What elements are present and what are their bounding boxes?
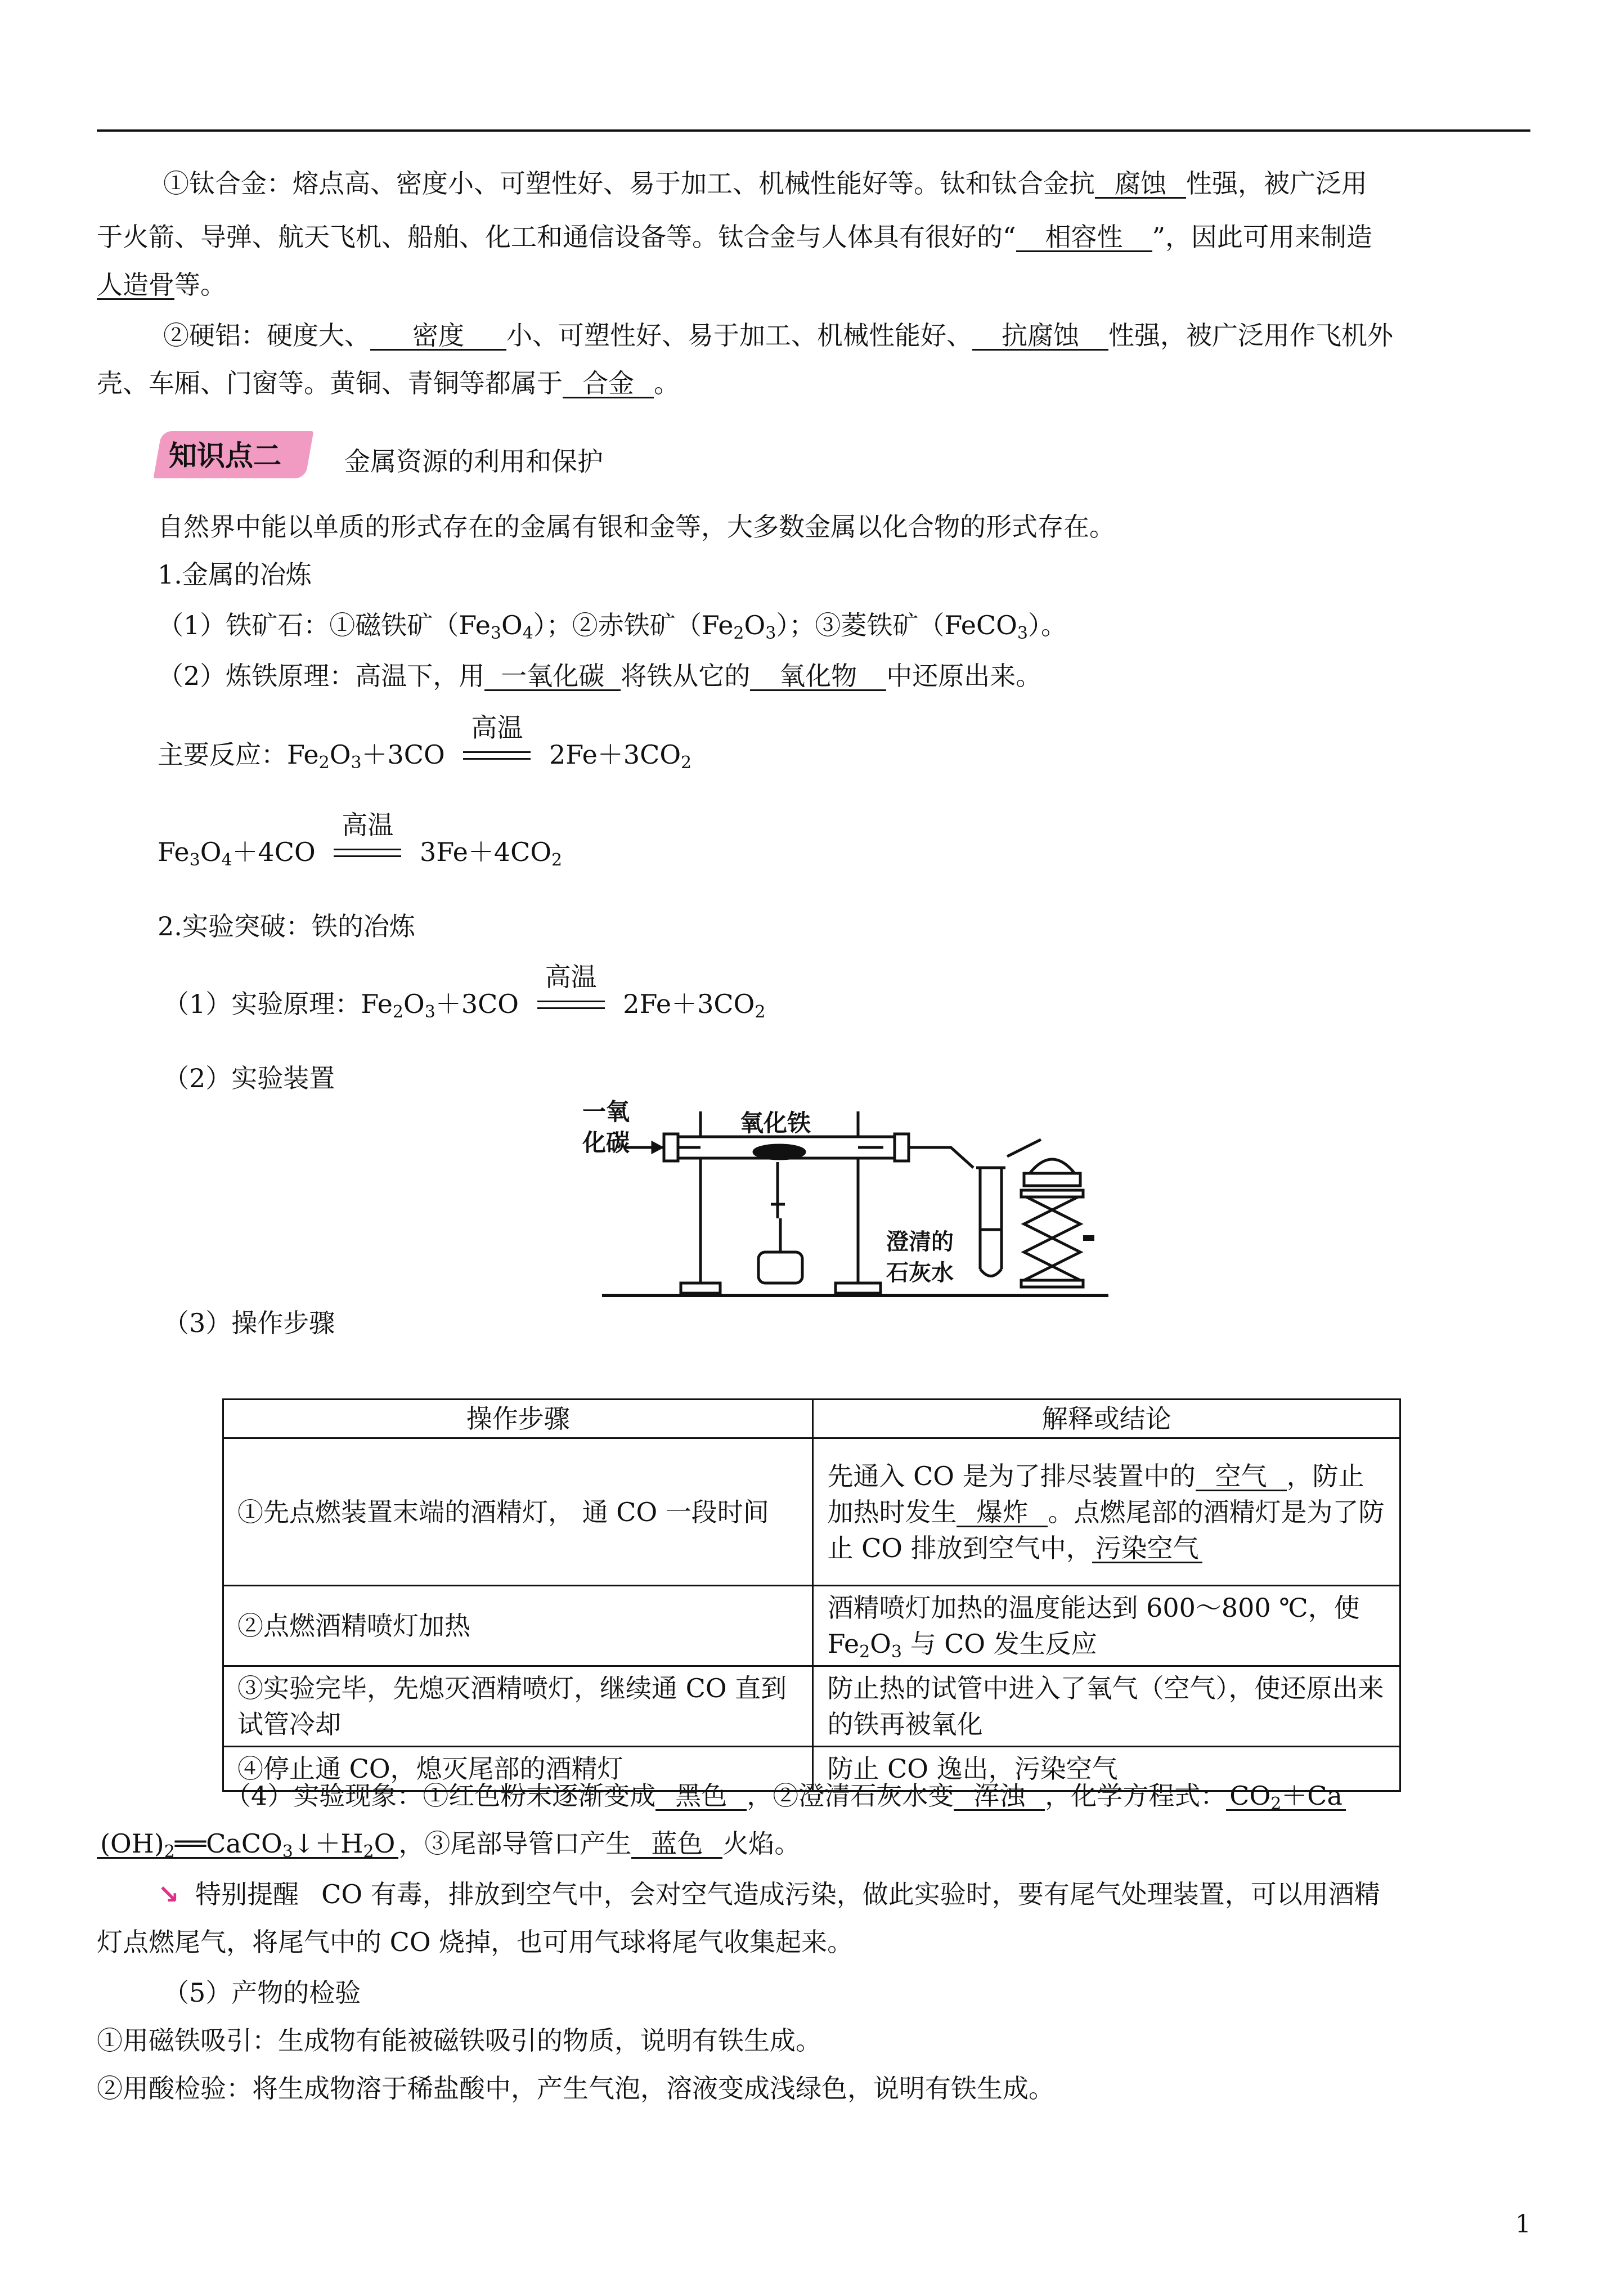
product-check-magnet: ①用磁铁吸引：生成物有能被磁铁吸引的物质，说明有铁生成。 xyxy=(97,2025,821,2056)
answer-blank: 合金 xyxy=(563,370,654,398)
product-check-label: （5）产物的检验 xyxy=(163,1977,361,2008)
iron-ores: （1）铁矿石：①磁铁矿$(Fe_3O_4)$；②赤铁矿$(Fe_2O_3)$；③菱铁矿（FeCO$_3$）。 xyxy=(158,610,1067,643)
operation-steps-table xyxy=(222,1398,1401,1792)
label-limewater-line1: 澄清的 xyxy=(886,1229,954,1255)
answer-blank: 浑浊 xyxy=(954,1782,1045,1811)
main-reaction-2: $Fe_3O_4+4CO$ 高温 $3Fe+4CO_2$ xyxy=(158,810,563,870)
table-header: 解释或结论 xyxy=(813,1400,1400,1438)
section-title: 金属资源的利用和保护 xyxy=(344,446,603,477)
titanium-line-2: 于火箭、导弹、航天飞机、船舶、化工和通信设备等。钛合金与人体具有很好的“ 相容性 ”，因此可用来制造 xyxy=(97,222,1373,252)
section-badge: 知识点二 xyxy=(169,440,281,472)
table-cell: 防止热的试管中进入了氧气（空气），使还原出来的铁再被氧化 xyxy=(813,1666,1400,1747)
special-reminder-line-2: 灯点燃尾气，将尾气中的 CO 烧掉，也可用气球将尾气收集起来。 xyxy=(97,1927,854,1957)
apparatus-label: （2）实验装置 xyxy=(163,1063,335,1093)
heading-experiment: 2.实验突破：铁的冶炼 xyxy=(158,911,415,941)
reaction-arrow: 高温 xyxy=(537,995,605,1017)
duralumin-line-2: 壳、车厢、门窗等。黄铜、青铜等都属于 合金 。 xyxy=(97,368,680,398)
table-cell: ④停止通 CO，熄灭尾部的酒精灯 xyxy=(223,1747,813,1791)
intro-text: 自然界中能以单质的形式存在的金属有银和金等，大多数金属以化合物的形式存在。 xyxy=(158,512,1115,542)
table-row xyxy=(223,1438,1400,1586)
table-cell: ①先点燃装置末端的酒精灯， 通 CO 一段时间 xyxy=(223,1438,813,1586)
answer-blank: $CO_2+Ca$ xyxy=(1226,1782,1346,1811)
experiment-principle: （1）实验原理：$Fe_2O_3+3CO$ 高温 $2Fe+3CO_2$ xyxy=(163,962,766,1022)
table-row xyxy=(223,1666,1400,1747)
answer-blank: 氧化物 xyxy=(750,662,886,691)
product-check-acid: ②用酸检验：将生成物溶于稀盐酸中，产生气泡，溶液变成浅绿色，说明有铁生成。 xyxy=(97,2073,1054,2104)
answer-blank: $(OH)_2══CaCO_3↓+H_2O$ xyxy=(97,1830,398,1859)
iron-smelting-principle: （2）炼铁原理：高温下，用 一氧化碳 将铁从它的 氧化物 中还原出来。 xyxy=(158,661,1042,691)
titanium-line-1: ①钛合金：熔点高、密度小、可塑性好、易于加工、机械性能好等。钛和钛合金抗 腐蚀 性强，被广泛用 xyxy=(163,168,1367,199)
answer-blank: 抗腐蚀 xyxy=(972,322,1108,351)
table-header: 操作步骤 xyxy=(223,1400,813,1438)
label-limewater-line2: 石灰水 xyxy=(886,1260,954,1286)
answer-blank: 爆炸 xyxy=(957,1499,1048,1527)
answer-blank: 空气 xyxy=(1196,1463,1287,1491)
answer-blank: 密度 xyxy=(370,322,506,351)
duralumin-line-1: ②硬铝：硬度大、 密度 小、可塑性好、易于加工、机械性能好、 抗腐蚀 性强，被广泛用作飞机外 xyxy=(163,320,1393,351)
special-reminder-line-1: ↘ 特别提醒 CO 有毒，排放到空气中，会对空气造成污染，做此实验时，要有尾气处理装置，可以用酒精 xyxy=(158,1879,1380,1909)
steps-label: （3）操作步骤 xyxy=(163,1308,335,1338)
table-row xyxy=(223,1586,1400,1666)
answer-blank: 污染空气 xyxy=(1092,1535,1202,1563)
page-number: 1 xyxy=(1515,2210,1531,2239)
reminder-arrow-icon: ↘ xyxy=(158,1879,179,1909)
answer-blank: 蓝色 xyxy=(631,1830,722,1859)
answer-blank: 腐蚀 xyxy=(1095,170,1186,199)
iron-smelting-apparatus-diagram xyxy=(580,1089,1120,1303)
heading-smelting: 1.金属的冶炼 xyxy=(158,559,312,590)
answer-blank: 一氧化碳 xyxy=(484,662,621,691)
phenomena-line-1: （4）实验现象：①红色粉末逐渐变成 黑色 ，②澄清石灰水变 浑浊 ，化学方程式： $CO_2+Ca$ xyxy=(225,1775,1346,1817)
header-rule xyxy=(97,129,1530,132)
label-iron-oxide: 氧化铁 xyxy=(740,1109,811,1137)
answer-blank: 黑色 xyxy=(655,1782,747,1811)
table-cell: ③实验完毕，先熄灭酒精喷灯，继续通 CO 直到试管冷却 xyxy=(223,1666,813,1747)
main-reaction-1: 主要反应：$Fe_2O_3+3CO$ 高温 $2Fe+3CO_2$ xyxy=(158,712,692,773)
titanium-line-3: 人造骨等。 xyxy=(97,270,226,300)
answer-blank: 相容性 xyxy=(1016,223,1152,252)
reaction-arrow: 高温 xyxy=(463,746,531,768)
table-header-row xyxy=(223,1400,1400,1438)
table-cell: 先通入 CO 是为了排尽装置中的 空气 ，防止加热时发生 爆炸 。点燃尾部的酒精灯是为了防止 CO 排放到空气中， 污染空气 xyxy=(813,1438,1400,1586)
reaction-arrow: 高温 xyxy=(334,843,401,866)
label-co-line1: 一氧 xyxy=(582,1098,630,1125)
table-cell: ②点燃酒精喷灯加热 xyxy=(223,1586,813,1666)
label-co-line2: 化碳 xyxy=(582,1129,630,1156)
answer-blank: 人造骨 xyxy=(97,270,174,300)
phenomena-line-2: $(OH)_2══CaCO_3↓+H_2O$ ，③尾部导管口产生 蓝色 火焰。 xyxy=(97,1823,800,1865)
table-cell: 酒精喷灯加热的温度能达到 600～800 ℃，使 $Fe_2O_3$ 与 CO 发生反应 xyxy=(813,1586,1400,1666)
table-cell: 防止 CO 逸出，污染空气 xyxy=(813,1747,1400,1791)
